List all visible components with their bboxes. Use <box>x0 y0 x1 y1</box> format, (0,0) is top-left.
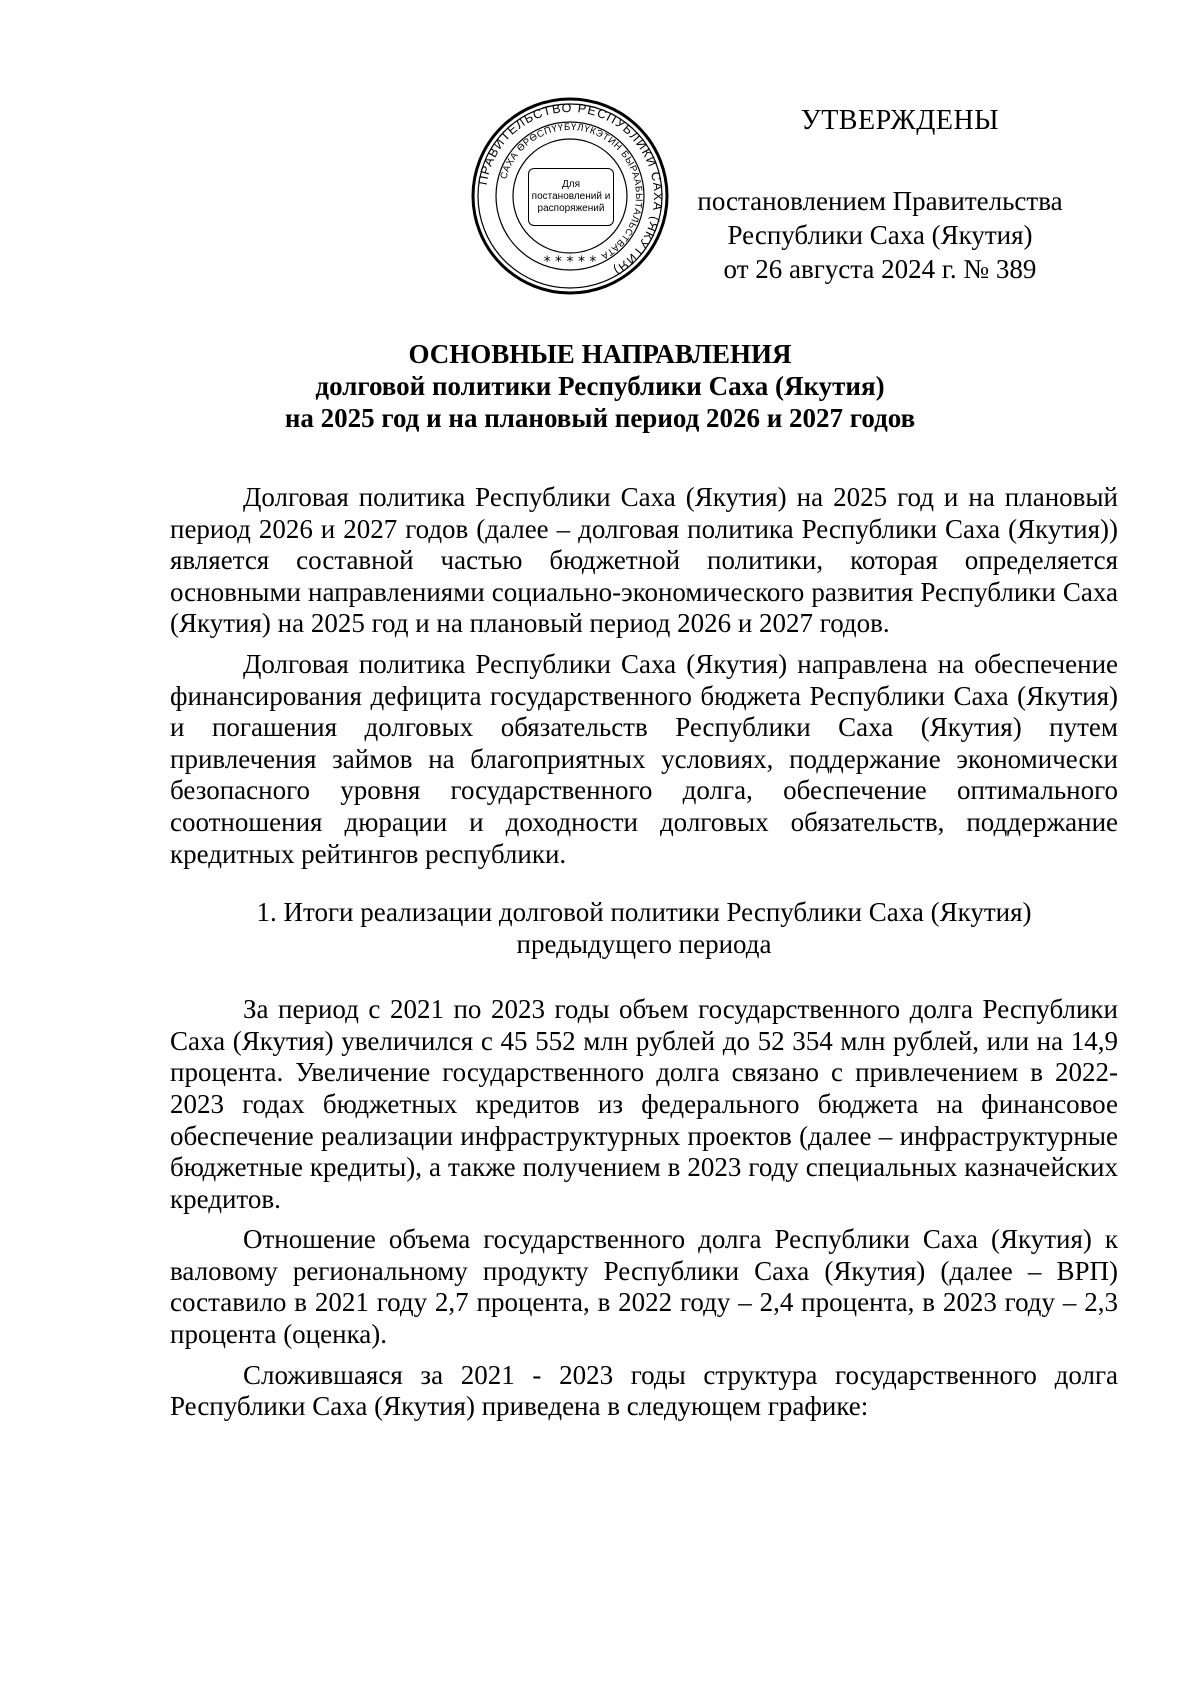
title-line-1: ОСНОВНЫЕ НАПРАВЛЕНИЯ <box>408 339 792 369</box>
approval-block <box>670 104 1090 286</box>
section-1-heading-line-1: 1. Итоги реализации долговой политики Республики Саха (Якутия) <box>256 897 1032 928</box>
official-stamp <box>470 96 670 296</box>
stamp-center-line3: распоряжений <box>537 203 605 214</box>
paragraph-2: Долговая политика Республики Саха (Якутия) направлена на обеспечение финансирования дефицита государственного бюджета Республики Саха (Якутия) и погашения долговых обязательств Республики Саха (Якутия) путем привлечения займов на благоприятных условиях, поддержание экономически безопасного уровня государственного долга, обеспечение оптимального соотношения дюрации и доходности долговых обязательств, поддержание кредитных рейтингов республики. <box>170 648 1118 869</box>
section-1-heading-line-2: предыдущего периода <box>516 929 772 960</box>
paragraph-3: За период с 2021 по 2023 годы объем государственного долга Республики Саха (Якутия) увеличился с 45 552 млн рублей до 52 354 млн рублей, или на 14,9 процента. Увеличение государственного долга связано с привлечением в 2022-2023 годах бюджетных кредитов из федерального бюджета на финансовое обеспечение реализации инфраструктурных проектов (далее – инфраструктурные бюджетные кредиты), а также получением в 2023 году специальных казначейских кредитов. <box>170 994 1118 1214</box>
approval-line-3: от 26 августа 2024 г. № 389 <box>723 254 1037 284</box>
approval-line-1: постановлением Правительства <box>697 186 1063 216</box>
paragraph-1: Долговая политика Республики Саха (Якутия) на 2025 год и на плановый период 2026 и 2027 годов (далее – долговая политика Республики Саха (Якутия)) является составной частью бюджетной политики, которая определяется основными направлениями социально-экономического развития Республики Саха (Якутия) на 2025 год и на плановый период 2026 и 2027 годов. <box>170 482 1118 639</box>
stamp-inner-text: САХА ӨРӨСПҮҮБҮЛҮКЭТИН БЫРААБЫТАЛЬСТВАТА <box>498 121 645 262</box>
stamp-outer-text: ПРАВИТЕЛЬСТВО РЕСПУБЛИКИ САХА (ЯКУТИЯ) <box>475 100 666 279</box>
stamp-center-line1: Для <box>561 179 581 190</box>
stamp-center-line2: постановлений и <box>531 191 611 202</box>
document-title <box>100 338 1100 434</box>
title-line-3: на 2025 год и на плановый период 2026 и 2027 годов <box>284 403 916 433</box>
approved-label: УТВЕРЖДЕНЫ <box>800 105 1000 136</box>
title-line-2: долговой политики Республики Саха (Якутия) <box>315 371 885 401</box>
stamp-stars: * * * * * <box>543 254 597 270</box>
approval-line-2: Республики Саха (Якутия) <box>727 220 1033 250</box>
paragraph-4: Отношение объема государственного долга Республики Саха (Якутия) к валовому региональному продукту Республики Саха (Якутия) (далее – ВРП) составило в 2021 году 2,7 процента, в 2022 году – 2,4 процента, в 2023 году – 2,3 процента (оценка). <box>170 1224 1118 1350</box>
document-body <box>170 482 1118 1432</box>
section-1-heading <box>170 896 1118 960</box>
stamp-center-box <box>528 168 614 226</box>
paragraph-5: Сложившаяся за 2021 - 2023 годы структура государственного долга Республики Саха (Якутия) приведена в следующем графике: <box>170 1359 1118 1422</box>
